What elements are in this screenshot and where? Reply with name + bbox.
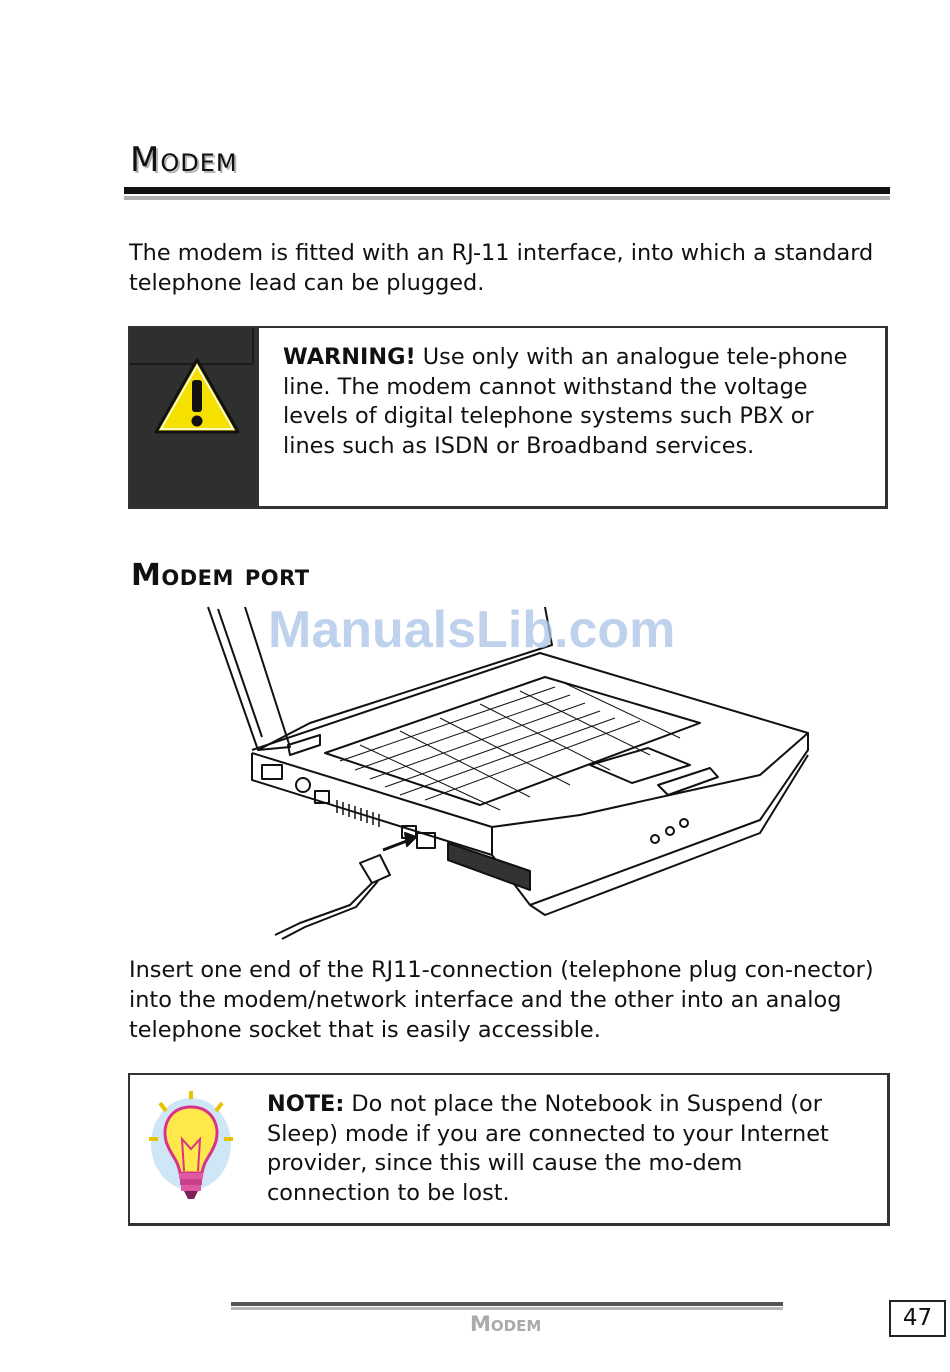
intro-paragraph: The modem is fitted with an RJ-11 interface, into which a standard telephone lead can be plugged. — [129, 240, 874, 296]
title-rule — [124, 187, 890, 194]
note-box — [128, 1073, 890, 1226]
warning-icon-panel — [130, 328, 259, 506]
note-label: NOTE: — [267, 1091, 345, 1117]
note-text — [267, 1090, 867, 1208]
warning-body: Use only with an analogue tele-phone line. The modem cannot withstand the voltage levels of digital telephone systems such PBX or lines such as ISDN or Broadband services. — [283, 344, 848, 459]
warning-box — [128, 326, 888, 509]
warning-triangle-icon — [152, 356, 242, 436]
instruction-paragraph: Insert one end of the RJ11-connection (telephone plug con-nector) into the modem/network interface and the other into an analog telephone socket that is easily accessible. — [129, 957, 874, 1043]
lightbulb-icon — [146, 1089, 236, 1209]
footer-rule — [231, 1302, 783, 1306]
footer-section-label: Modem — [470, 1312, 542, 1336]
warning-label: WARNING! — [283, 344, 416, 370]
watermark: ManualsLib.com — [268, 601, 676, 659]
page-number: 47 — [889, 1300, 946, 1337]
note-body: Do not place the Notebook in Suspend (or Sleep) mode if you are connected to your Internet provider, since this will cause the mo-dem connection to be lost. — [267, 1091, 829, 1206]
footer-rule-shadow — [231, 1307, 783, 1310]
section-heading: Modem port — [131, 558, 310, 593]
page-title: Modem — [130, 140, 238, 180]
title-rule-shadow — [124, 196, 890, 200]
warning-text — [283, 343, 868, 461]
